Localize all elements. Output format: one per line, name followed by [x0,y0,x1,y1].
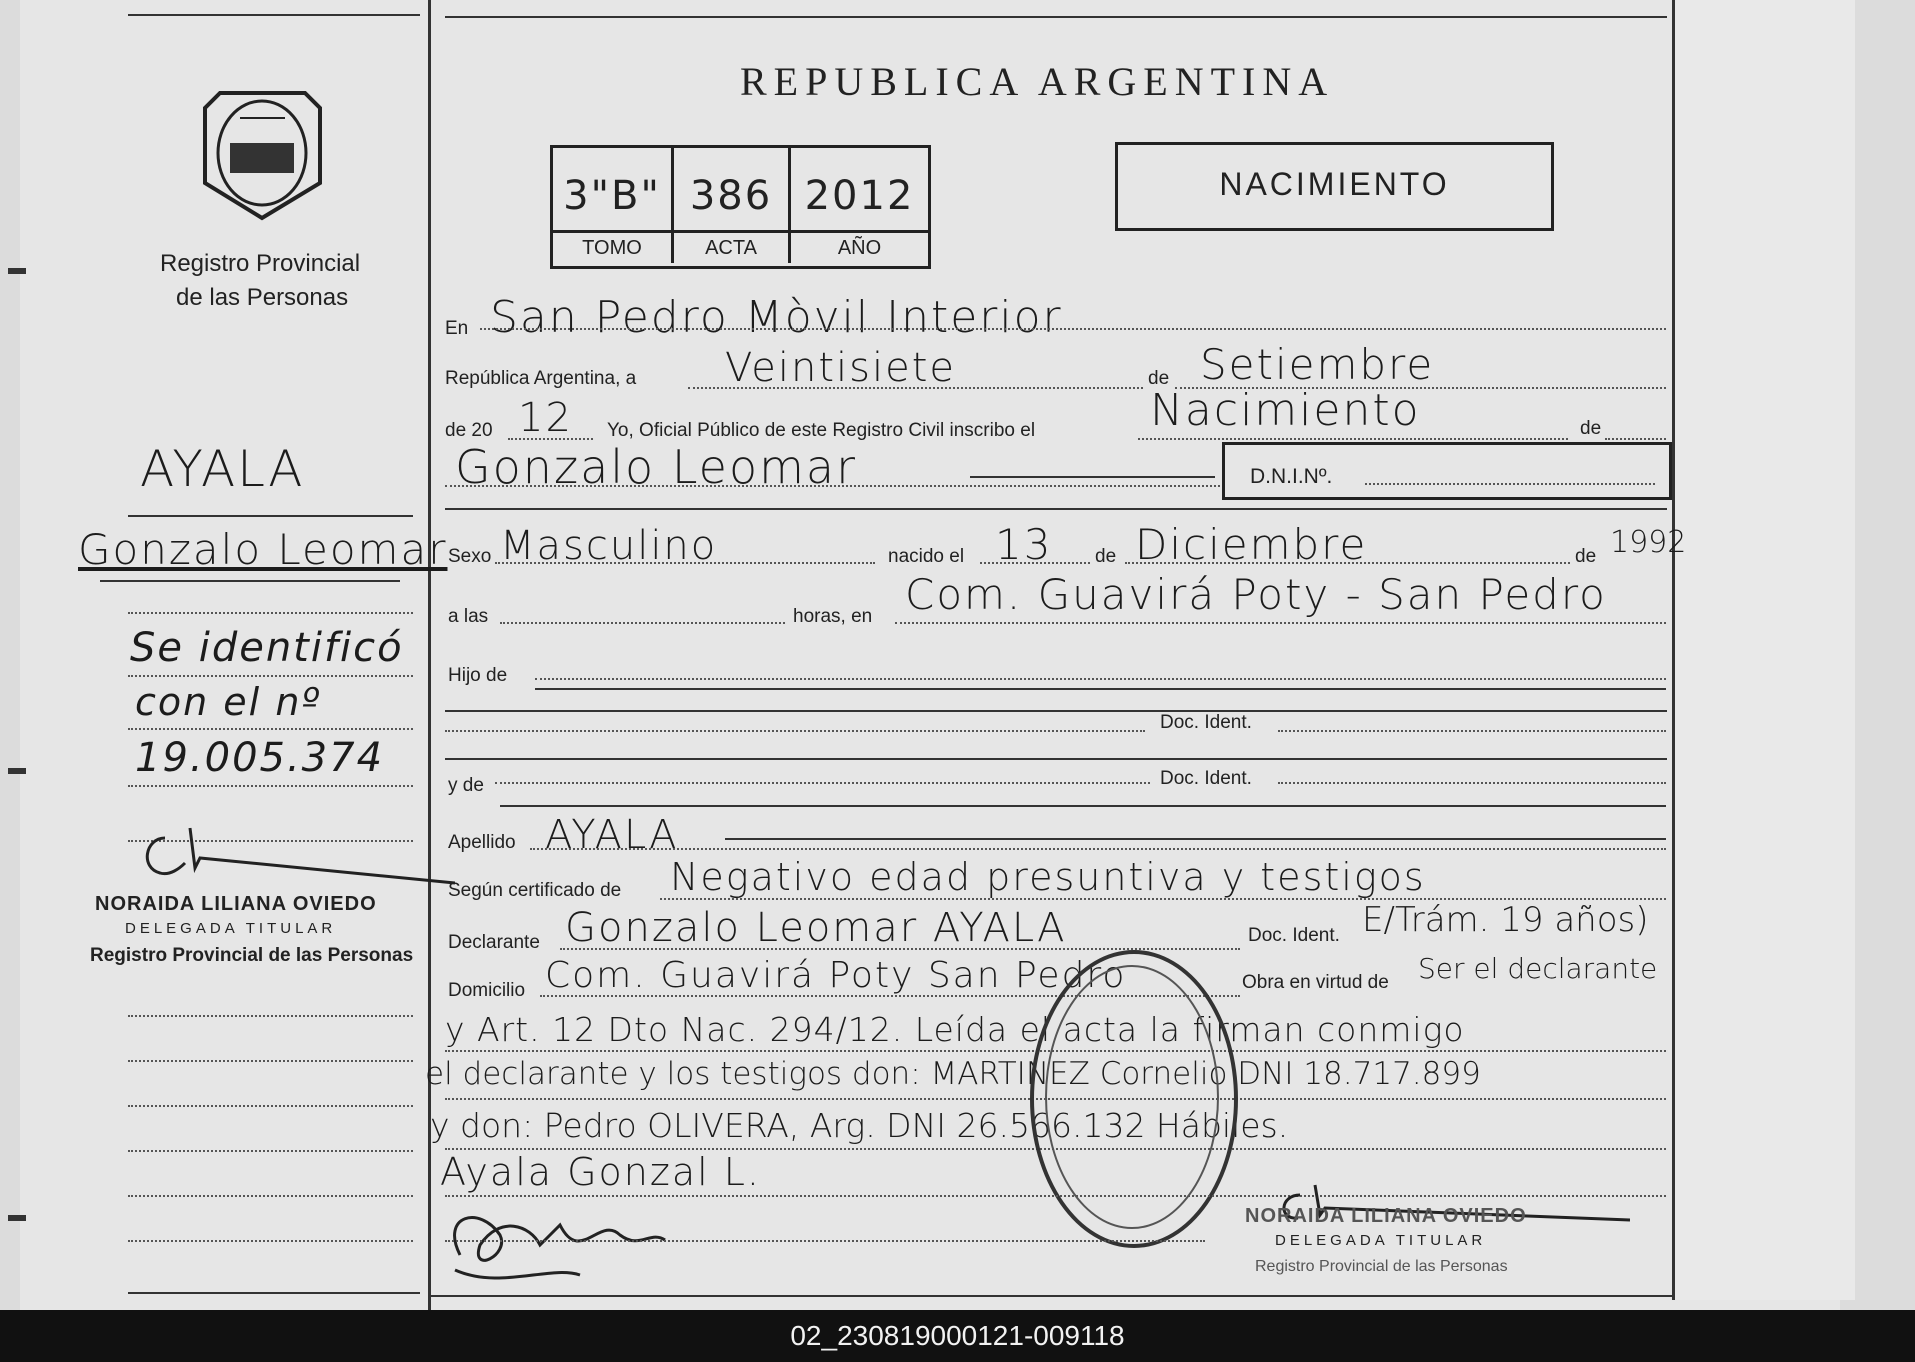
texto-linea-1: y Art. 12 Dto Nac. 294/12. Leída el acta la firman conmigo [445,1010,1465,1049]
de4-label: de [1575,546,1597,567]
firma-declarante: Ayala Gonzal L. [440,1150,762,1194]
anio-cell [791,148,928,263]
officer-name: NORAIDA LILIANA OVIEDO [1245,1205,1527,1227]
top-rule-right [445,16,1667,18]
provincia-seal-icon [200,88,325,223]
en-line [480,328,1666,330]
hijo-label: Hijo de [448,665,508,686]
dia-value: Veintisiete [725,345,956,391]
en-label: En [445,318,469,339]
alas-label: a las [448,606,489,627]
margin-dotted-line [128,1150,413,1152]
nombre-value: Gonzalo Leomar [455,440,857,494]
nacido-mes-line [1125,562,1570,564]
official-round-stamp-inner [1045,965,1219,1229]
docident3-value: E/Trám. 19 años) [1362,900,1649,940]
margin-name: Gonzalo Leomar [78,525,448,574]
madre-line [495,782,1150,784]
yde-label: y de [448,775,484,796]
republica-label: República Argentina, a [445,368,637,389]
de20-label: de 20 [445,420,493,441]
section-rule [445,508,1667,510]
document-type-box: NACIMIENTO [1115,142,1554,231]
alas-line [500,622,785,624]
nacido-dia-line [980,562,1090,564]
country-title: REPUBLICA ARGENTINA [740,59,1335,104]
record-number-table [550,145,931,269]
declarante-value: Gonzalo Leomar AYALA [565,905,1067,951]
lugar-line [895,622,1666,624]
declarante-label: Declarante [448,932,540,953]
acta-label: ACTA [674,230,788,263]
section-rule [500,805,1666,807]
apellido-value: AYALA [545,812,679,858]
segun-label: Según certificado de [448,880,622,901]
oficial-label: Yo, Oficial Público de este Registro Civil inscribo el [607,420,1036,441]
nacido-dia: 13 [995,520,1053,569]
lugar-value: Com. Guavirá Poty - San Pedro [905,570,1607,619]
sexo-line [495,562,875,564]
de3-label: de [1095,546,1117,567]
acto-line [1138,438,1568,440]
en-value: San Pedro Mòvil Interior [490,292,1063,343]
dni-line [1365,483,1655,485]
acta-value: 386 [689,173,773,219]
margin-bottom-rule [128,1292,420,1294]
domicilio-label: Domicilio [448,980,526,1001]
form-right-border [1672,0,1675,1300]
registry-name-line1: Registro Provincial [160,250,361,277]
section-rule [445,710,1667,712]
dia-line [688,387,1143,389]
acto-value: Nacimiento [1150,385,1421,436]
anio-written: 12 [518,395,573,441]
padre-line [445,730,1145,732]
margin-dotted-line [128,785,413,787]
margin-dotted-line [128,1195,413,1197]
anio-label: AÑO [791,230,928,263]
margin-dotted-line [128,728,413,730]
margin-rule [100,580,400,582]
signature-mark-icon [440,1195,670,1295]
margin-dotted-line [128,1015,413,1017]
dni-label: D.N.I.Nº. [1250,465,1333,488]
margin-rule [128,515,413,517]
hijo-rule [535,688,1666,690]
margin-officer-name: NORAIDA LILIANA OVIEDO [95,893,377,915]
nacido-mes: Diciembre [1135,520,1368,569]
texto-line [445,1240,1205,1242]
apellido-rule [725,838,1666,840]
signature-mark-icon [135,818,455,888]
obra-label: Obra en virtud de [1242,972,1389,993]
apellido-label: Apellido [448,832,516,853]
docident3-label: Doc. Ident. [1248,925,1340,946]
margin-dotted-line [128,612,413,614]
nacido-anio: 1992 [1610,525,1687,560]
hijo-line [535,678,1666,680]
form-bottom-rule [430,1295,1672,1297]
margin-dotted-line [128,1105,413,1107]
margin-officer-registry: Registro Provincial de las Personas [90,945,414,966]
next-page-edge [1675,0,1855,1300]
mes-value: Setiembre [1200,340,1435,389]
docident2-label: Doc. Ident. [1160,768,1252,789]
tomo-cell [553,148,674,263]
docident-line [1278,730,1666,732]
margin-dotted-line [128,675,413,677]
registry-name-line2: de las Personas [176,284,349,311]
tomo-label: TOMO [553,230,671,263]
staple-mark [8,768,26,774]
domicilio-value: Com. Guavirá Poty San Pedro [545,955,1127,996]
margin-dotted-line [128,1060,413,1062]
dni-box [1222,442,1672,500]
obra-value: Ser el declarante [1418,952,1658,985]
nacido-label: nacido el [888,546,965,567]
margin-dotted-line [128,1240,413,1242]
scan-code-footer: 02_230819000121-009118 [0,1310,1915,1362]
top-rule-left [128,14,420,16]
section-rule [445,758,1667,760]
apellido-line [530,848,1666,850]
staple-mark [8,268,26,274]
nombre-line [445,485,1220,487]
margin-surname: AYALA [140,440,305,498]
sexo-label: Sexo [448,546,492,567]
officer-role: DELEGADA TITULAR [1275,1232,1487,1249]
texto-linea-3: y don: Pedro OLIVERA, Arg. DNI 26.566.132 Hábiles. [430,1106,1289,1145]
anio-value: 2012 [804,173,915,219]
margin-note-line1: Se identificó [130,625,404,671]
officer-registry: Registro Provincial de las Personas [1255,1258,1508,1275]
de2-label: de [1580,418,1602,439]
sexo-value: Masculino [500,523,718,569]
staple-mark [8,1215,26,1221]
de-label: de [1148,368,1170,389]
texto-linea-2: el declarante y los testigos don: MARTINEZ Cornelio DNI 18.717.899 [425,1056,1481,1092]
acta-cell [674,148,791,263]
margin-note-line3: 19.005.374 [135,735,385,781]
de2-line [1605,438,1666,440]
margin-note-line2: con el nº [135,680,322,724]
nombre-rule [970,476,1215,478]
margin-officer-role: DELEGADA TITULAR [125,920,337,937]
horas-label: horas, en [793,606,873,627]
docident2-line [1278,782,1666,784]
docident-label: Doc. Ident. [1160,712,1252,733]
tomo-value: 3"B" [563,173,661,219]
segun-value: Negativo edad presuntiva y testigos [670,855,1426,899]
